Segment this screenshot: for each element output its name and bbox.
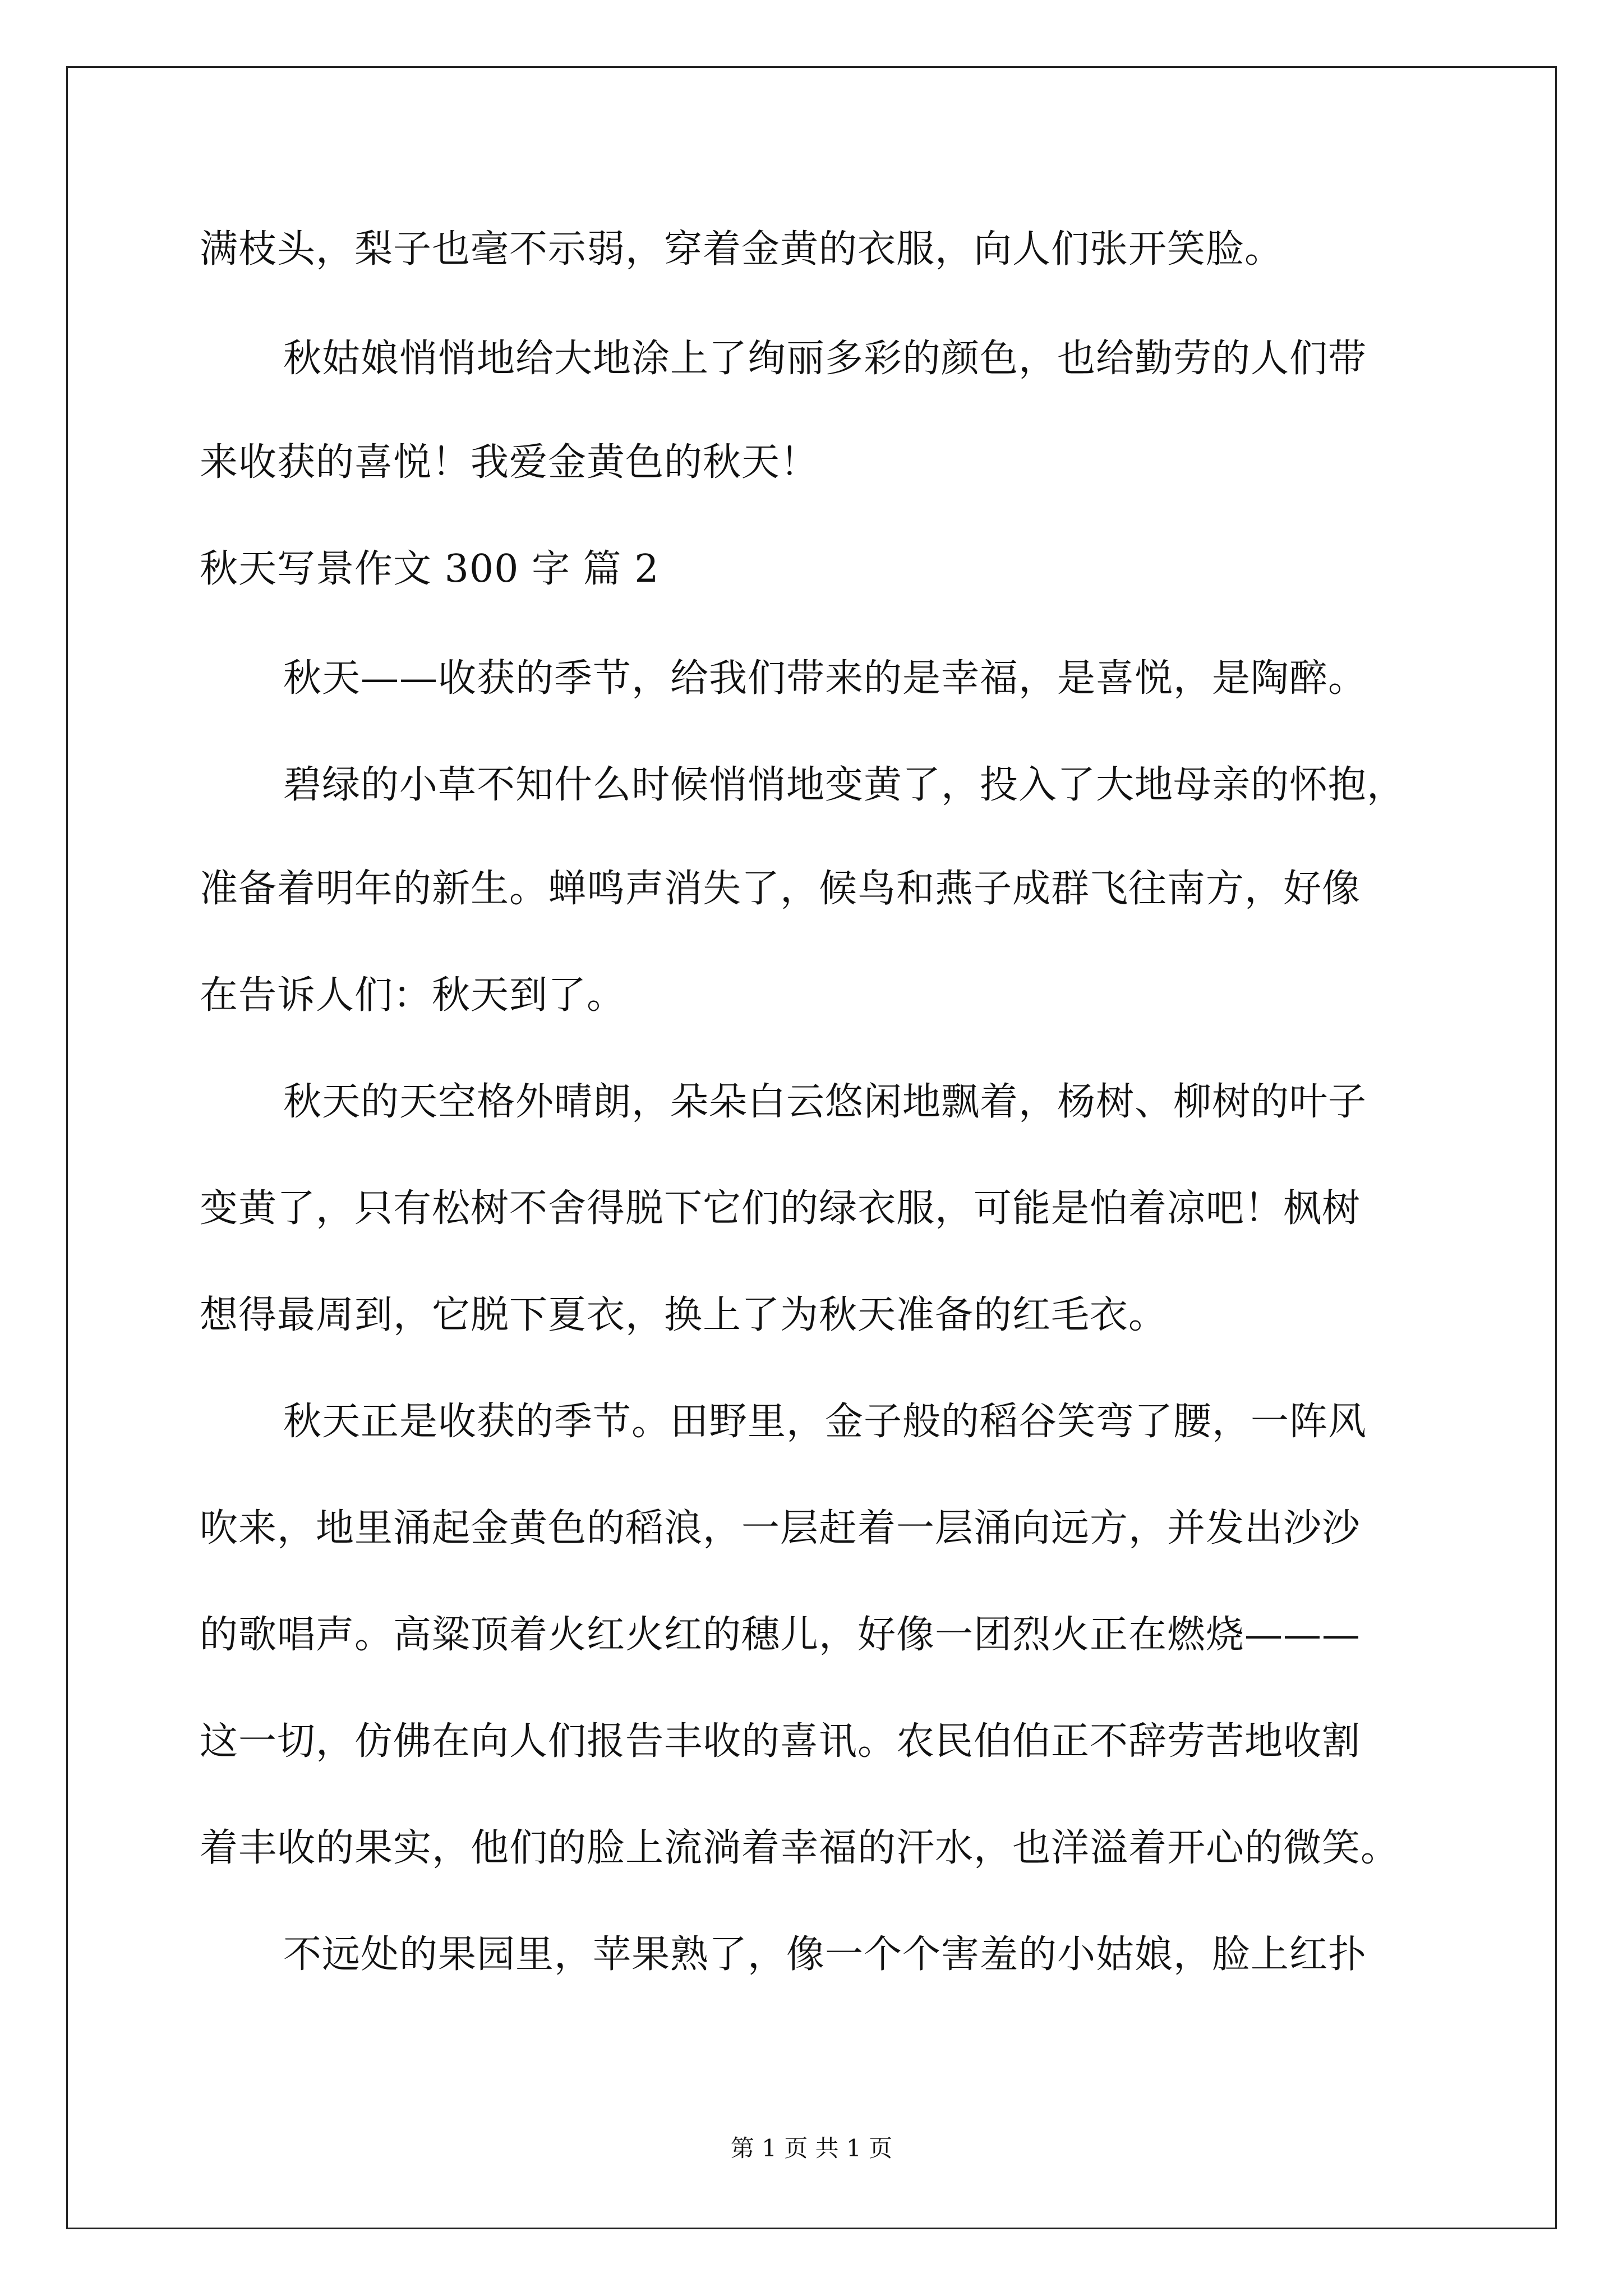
paragraph-line-13: 吹来，地里涌起金黄色的稻浪，一层赶着一层涌向远方，并发出沙沙 bbox=[200, 1506, 1361, 1550]
paragraph-line-6: 碧绿的小草不知什么时候悄悄地变黄了，投入了大地母亲的怀抱， bbox=[283, 763, 1406, 807]
paragraph-line-16: 着丰收的果实，他们的脸上流淌着幸福的汗水，也洋溢着开心的微笑。 bbox=[200, 1826, 1400, 1870]
paragraph-line-11: 想得最周到，它脱下夏衣，换上了为秋天准备的红毛衣。 bbox=[200, 1293, 1168, 1337]
paragraph-line-17: 不远处的果园里，苹果熟了，像一个个害羞的小姑娘，脸上红扑 bbox=[283, 1932, 1367, 1977]
paragraph-line-7: 准备着明年的新生。蝉鸣声消失了，候鸟和燕子成群飞往南方，好像 bbox=[200, 867, 1361, 911]
paragraph-line-9: 秋天的天空格外晴朗，朵朵白云悠闲地飘着，杨树、柳树的叶子 bbox=[283, 1080, 1367, 1124]
paragraph-line-8: 在告诉人们：秋天到了。 bbox=[200, 973, 626, 1018]
paragraph-line-10: 变黄了，只有松树不舍得脱下它们的绿衣服，可能是怕着凉吧！枫树 bbox=[200, 1186, 1361, 1231]
paragraph-line-12: 秋天正是收获的季节。田野里，金子般的稻谷笑弯了腰，一阵风 bbox=[283, 1400, 1367, 1444]
page-border bbox=[66, 66, 1557, 2229]
paragraph-line-14: 的歌唱声。高粱顶着火红火红的穗儿，好像一团烈火正在燃烧——— bbox=[200, 1613, 1361, 1657]
paragraph-line-3: 来收获的喜悦！我爱金黄色的秋天！ bbox=[200, 440, 819, 485]
paragraph-line-2: 秋姑娘悄悄地给大地涂上了绚丽多彩的颜色，也给勤劳的人们带 bbox=[283, 337, 1367, 381]
page-footer: 第 1 页 共 1 页 bbox=[730, 2134, 893, 2162]
paragraph-line-5: 秋天——收获的季节，给我们带来的是幸福，是喜悦，是陶醉。 bbox=[283, 656, 1367, 701]
text-line-1: 满枝头，梨子也毫不示弱，穿着金黄的衣服，向人们张开笑脸。 bbox=[200, 227, 1284, 272]
section-heading: 秋天写景作文 300 字 篇 2 bbox=[200, 547, 660, 591]
paragraph-line-15: 这一切，仿佛在向人们报告丰收的喜讯。农民伯伯正不辞劳苦地收割 bbox=[200, 1719, 1361, 1764]
